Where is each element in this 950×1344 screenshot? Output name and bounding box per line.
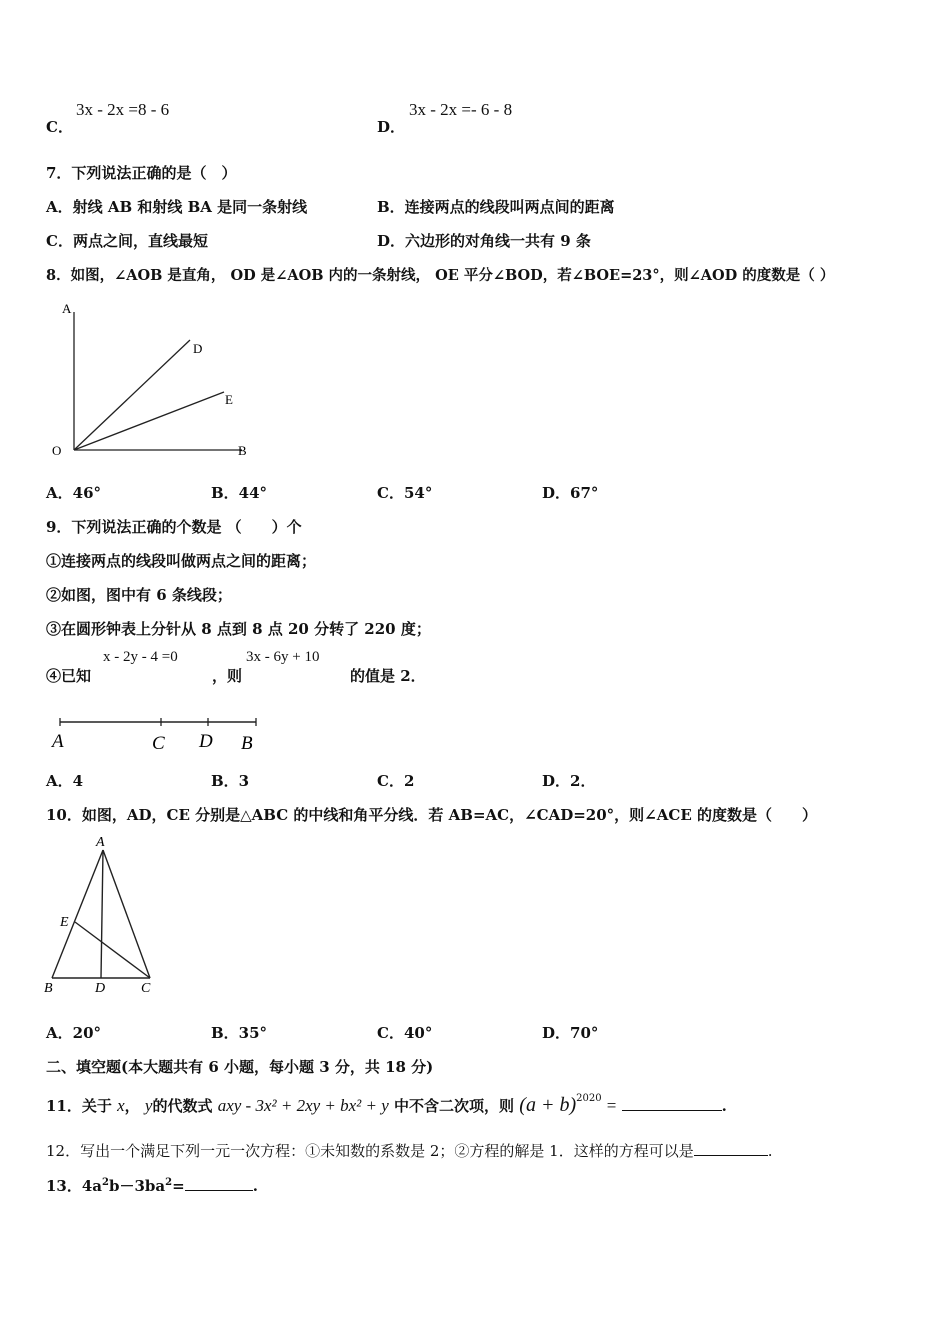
q10-option-b: B．35°: [211, 1024, 268, 1042]
q7-option-d: D．六边形的对角线一共有 9 条: [377, 232, 591, 250]
q9-option-d: D．2．: [542, 772, 596, 790]
q10-triangle-figure: [40, 830, 170, 1000]
q12-answer-blank[interactable]: [694, 1141, 768, 1156]
q13-equals: =: [172, 1177, 185, 1195]
q11-line: [46, 1094, 727, 1117]
side-ac: [103, 850, 150, 978]
label-c: C: [152, 733, 165, 754]
q7-stem: 7．下列说法正确的是（ ）: [46, 164, 237, 182]
q9-statement-2: ②如图，图中有 6 条线段；: [46, 586, 232, 604]
q6-option-c-label: C．: [46, 118, 73, 136]
q9-statement-4-equation-1: x - 2y - 4 =0: [103, 649, 178, 665]
q9-statement-4-prefix: ④已知: [46, 667, 92, 685]
q6-option-d-label: D．: [377, 118, 406, 136]
q11-answer-blank[interactable]: [622, 1096, 722, 1111]
q11-mid: 的代数式: [152, 1097, 213, 1115]
q11-equals: =: [606, 1096, 617, 1115]
q9-statement-3: ③在圆形钟表上分针从 8 点到 8 点 20 分转了 220 度；: [46, 620, 431, 638]
bisector-ce: [75, 922, 150, 978]
q8-option-a: A．46°: [46, 484, 102, 502]
q13-end: .: [252, 1177, 258, 1195]
q11-comma: ，: [124, 1097, 140, 1115]
q10-option-c: C．40°: [377, 1024, 433, 1042]
label-e: E: [60, 915, 69, 930]
q13-mid: b－3ba: [109, 1177, 166, 1195]
q8-option-b: B．44°: [211, 484, 268, 502]
label-a: A: [62, 301, 72, 316]
q12-line: [46, 1140, 773, 1161]
q9-statement-4-equation-2: 3x - 6y + 10: [246, 649, 320, 665]
q11-expression: axy - 3x² + 2xy + bx² + y: [217, 1096, 389, 1115]
q13-prefix: 13．4a: [46, 1177, 103, 1195]
q9-option-a: A．4: [46, 772, 84, 790]
q9-statement-4-suffix: 的值是 2．: [350, 667, 426, 685]
label-a: A: [96, 835, 105, 850]
q13-answer-blank[interactable]: [185, 1176, 253, 1191]
q11-prefix: 11．关于: [46, 1097, 112, 1115]
q6-option-d-equation: 3x - 2x =- 6 - 8: [409, 100, 513, 119]
label-d: D: [95, 981, 106, 996]
label-c: C: [141, 981, 151, 996]
q11-mid2: 中不含二次项，则: [394, 1097, 515, 1115]
ray-oe: [74, 392, 224, 450]
q13-sup-1: 2: [102, 1177, 109, 1188]
label-b: B: [44, 981, 53, 996]
label-b: B: [241, 733, 253, 754]
q11-end: .: [721, 1097, 727, 1115]
q11-expression-2-base: (a + b): [519, 1094, 577, 1116]
q10-option-d: D．70°: [542, 1024, 599, 1042]
q9-segment-figure: [48, 712, 268, 756]
q11-var-x: x: [117, 1096, 125, 1115]
label-o: O: [52, 443, 62, 458]
q8-stem: 8．如图，∠AOB 是直角， OD 是∠AOB 内的一条射线， OE 平分∠BOD，若∠BOE=23°，则∠AOD 的度数是（ ）: [46, 267, 835, 284]
q10-stem: 10．如图，AD，CE 分别是△ABC 的中线和角平分线．若 AB=AC，∠CAD=20°，则∠ACE 的度数是（ ）: [46, 806, 817, 824]
q8-option-d: D．67°: [542, 484, 599, 502]
section-2-heading: 二、填空题(本大题共有 6 小题，每小题 3 分，共 18 分): [46, 1058, 434, 1076]
label-e: E: [225, 392, 233, 407]
q11-expression-2-exponent: 2020: [576, 1093, 602, 1104]
q8-angle-figure: [40, 298, 270, 468]
q8-option-c: C．54°: [377, 484, 433, 502]
q12-text: 12．写出一个满足下列一元一次方程：①未知数的系数是 2；②方程的解是 1．这样的方程可以是: [46, 1142, 694, 1160]
q13-line: [46, 1175, 258, 1196]
q9-statement-4-mid: ，则: [212, 667, 243, 685]
label-a: A: [52, 731, 64, 752]
q9-option-b: B．3: [211, 772, 250, 790]
label-d: D: [193, 341, 203, 356]
q9-option-c: C．2: [377, 772, 415, 790]
q10-option-a: A．20°: [46, 1024, 102, 1042]
q11-var-y: y: [144, 1096, 153, 1115]
label-d: D: [199, 731, 213, 752]
q7-option-c: C．两点之间，直线最短: [46, 232, 208, 250]
q12-end: .: [767, 1142, 773, 1160]
side-ab: [52, 850, 103, 978]
label-b: B: [238, 443, 247, 458]
q6-option-c-equation: 3x - 2x =8 - 6: [76, 100, 170, 119]
q9-stem: 9．下列说法正确的个数是 （ ）个: [46, 518, 302, 536]
q7-option-a: A．射线 AB 和射线 BA 是同一条射线: [46, 198, 308, 216]
q9-statement-1: ①连接两点的线段叫做两点之间的距离；: [46, 552, 317, 570]
ray-od: [74, 340, 190, 450]
median-ad: [101, 850, 103, 978]
q7-option-b: B．连接两点的线段叫两点间的距离: [377, 198, 615, 216]
q13-sup-2: 2: [165, 1177, 173, 1188]
